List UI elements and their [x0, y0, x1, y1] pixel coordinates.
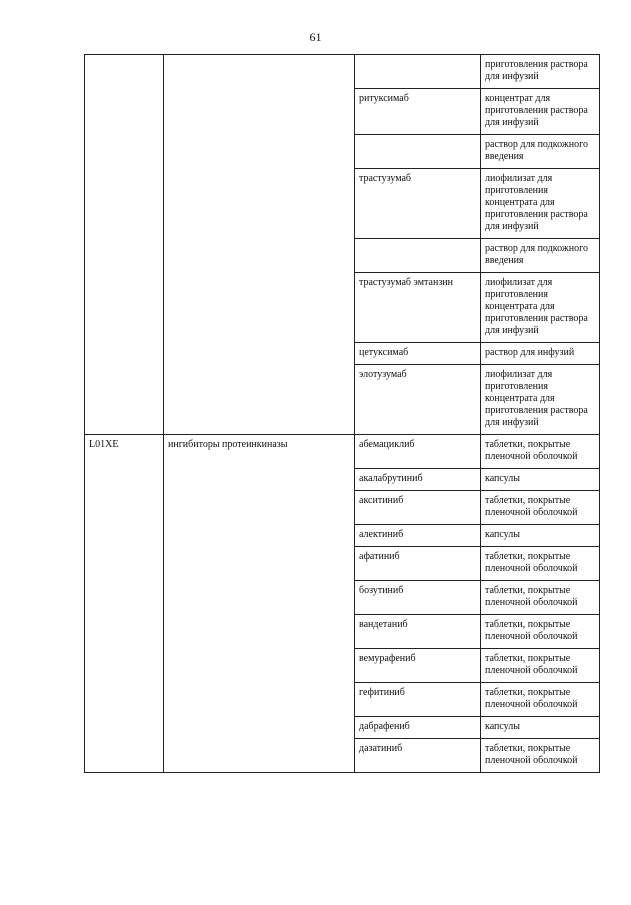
dosage-form-cell: раствор для подкожного введения — [481, 239, 600, 273]
drug-name-cell — [355, 135, 481, 169]
dosage-form-cell: таблетки, покрытые пленочной оболочкой — [481, 683, 600, 717]
dosage-form-cell: приготовления раствора для инфузий — [481, 55, 600, 89]
dosage-form-cell: таблетки, покрытые пленочной оболочкой — [481, 739, 600, 773]
table-body — [85, 55, 600, 773]
drug-name-cell — [355, 55, 481, 89]
table-row — [85, 435, 600, 469]
drug-name-cell: вандетаниб — [355, 615, 481, 649]
dosage-form-cell: лиофилизат для приготовления концентрата для приготовления раствора для инфузий — [481, 169, 600, 239]
drug-name-cell: абемациклиб — [355, 435, 481, 469]
drug-name-cell: трастузумаб — [355, 169, 481, 239]
dosage-form-cell: таблетки, покрытые пленочной оболочкой — [481, 649, 600, 683]
group-name-cell — [164, 55, 355, 435]
dosage-form-cell: раствор для инфузий — [481, 343, 600, 365]
drug-name-cell: акалабрутиниб — [355, 469, 481, 491]
dosage-form-cell: таблетки, покрытые пленочной оболочкой — [481, 435, 600, 469]
drug-table — [84, 54, 600, 773]
dosage-form-cell: капсулы — [481, 525, 600, 547]
dosage-form-cell: лиофилизат для приготовления концентрата для приготовления раствора для инфузий — [481, 273, 600, 343]
drug-name-cell: акситиниб — [355, 491, 481, 525]
dosage-form-cell: капсулы — [481, 717, 600, 739]
dosage-form-cell: таблетки, покрытые пленочной оболочкой — [481, 581, 600, 615]
dosage-form-cell: капсулы — [481, 469, 600, 491]
drug-name-cell: цетуксимаб — [355, 343, 481, 365]
drug-name-cell: ритуксимаб — [355, 89, 481, 135]
page-number: 61 — [309, 30, 322, 44]
group-name-cell: ингибиторы протеинкиназы — [164, 435, 355, 773]
dosage-form-cell: концентрат для приготовления раствора для инфузий — [481, 89, 600, 135]
drug-name-cell: гефитиниб — [355, 683, 481, 717]
drug-name-cell: дазатиниб — [355, 739, 481, 773]
dosage-form-cell: таблетки, покрытые пленочной оболочкой — [481, 491, 600, 525]
dosage-form-cell: раствор для подкожного введения — [481, 135, 600, 169]
dosage-form-cell: таблетки, покрытые пленочной оболочкой — [481, 547, 600, 581]
dosage-form-cell: лиофилизат для приготовления концентрата для приготовления раствора для инфузий — [481, 365, 600, 435]
drug-name-cell: элотузумаб — [355, 365, 481, 435]
drug-name-cell: бозутиниб — [355, 581, 481, 615]
dosage-form-cell: таблетки, покрытые пленочной оболочкой — [481, 615, 600, 649]
atc-code-cell: L01XE — [85, 435, 164, 773]
drug-name-cell: вемурафениб — [355, 649, 481, 683]
drug-name-cell — [355, 239, 481, 273]
table-row — [85, 55, 600, 89]
drug-name-cell: алектиниб — [355, 525, 481, 547]
drug-name-cell: дабрафениб — [355, 717, 481, 739]
drug-name-cell: афатиниб — [355, 547, 481, 581]
atc-code-cell — [85, 55, 164, 435]
drug-name-cell: трастузумаб эмтанзин — [355, 273, 481, 343]
